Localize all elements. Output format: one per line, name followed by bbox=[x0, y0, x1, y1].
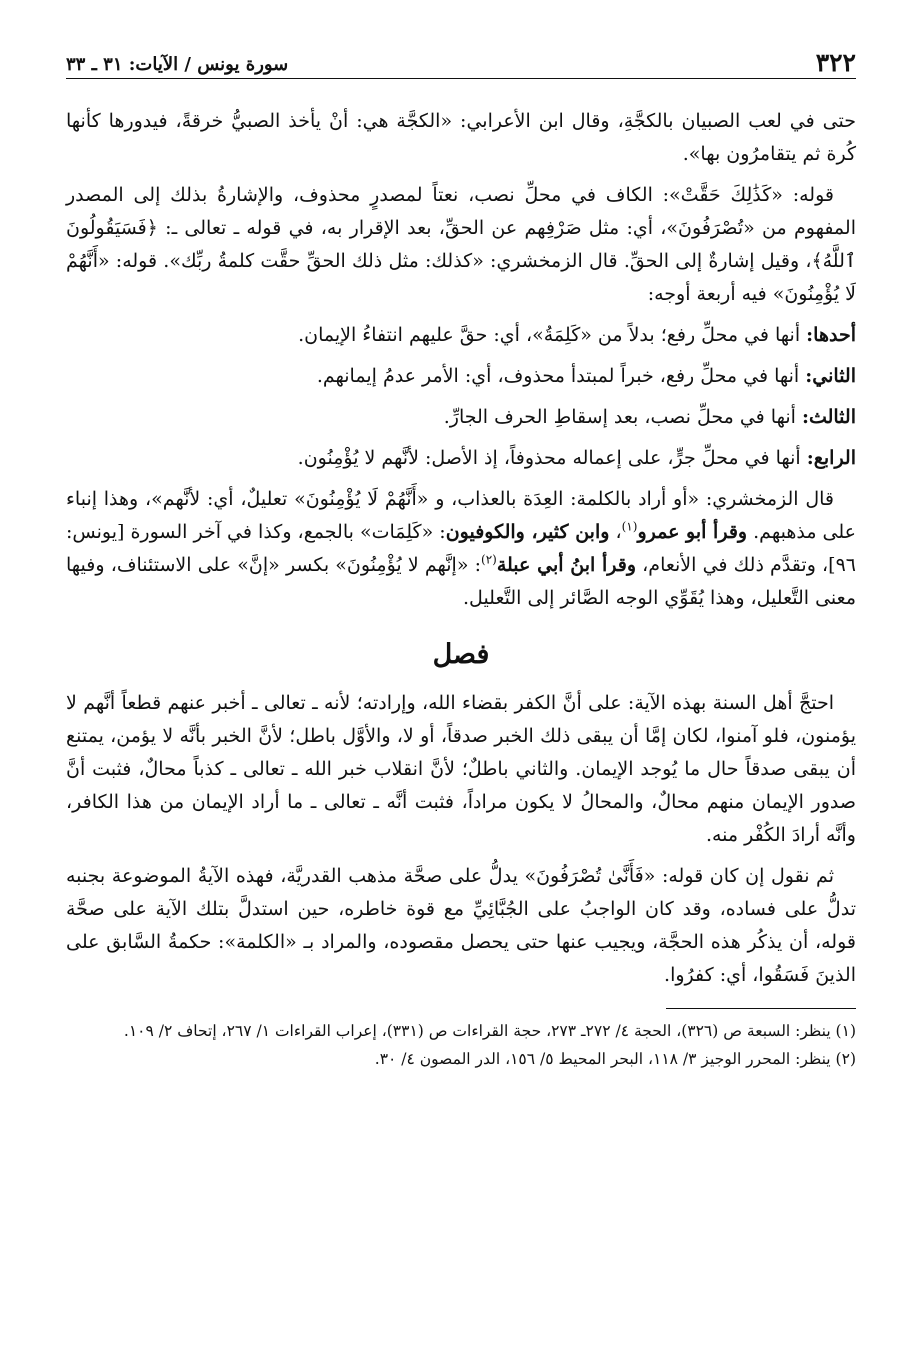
text-run: : «كَلِمَات» بالجمع، وكذا في آخر السورة [يونس: ٩٦]، وتقدَّم ذلك في الأنعام، bbox=[66, 521, 856, 576]
reader-name: وقرأ أبو عمرو bbox=[637, 521, 748, 543]
aspect-label: الثاني: bbox=[805, 365, 856, 387]
reader-name: وقرأ ابنُ أبي عبلة bbox=[496, 554, 637, 576]
aspect-label: أحدها: bbox=[806, 324, 856, 346]
text-run: قال الزمخشري: «أو أراد بالكلمة: العِدَة بالعذاب، و «أَنَّهُمْ لَا يُؤْمِنُونَ» تعليلٌ، أي: لأنَّهم»، وهذا إنباء على مذهبهم. bbox=[66, 488, 857, 543]
aspect-label: الثالث: bbox=[801, 406, 856, 428]
footnote-separator bbox=[666, 1008, 856, 1009]
aspect-item-4 bbox=[66, 442, 856, 475]
paragraph-1: حتى في لعب الصبيان بالكجَّةِ، وقال ابن الأعرابي: «الكجَّة هي: أنْ يأخذ الصبيُّ خرقةً، فيدورها كأنها كُرة ثم يتقامرُون بها». bbox=[66, 110, 856, 165]
reader-name: وابن كثير، والكوفيون bbox=[445, 521, 610, 543]
aspect-label: الرابع: bbox=[806, 447, 856, 469]
paragraph-5: ثم نقول إن كان قوله: «فَأَنَّىٰ تُصْرَفُونَ» يدلُّ على صحَّة مذهب القدريَّة، فهذه الآيةُ الموضوعة بجنبه تدلُّ على فساده، وقد كان الواجبُ على الجُبَّائِيِّ مع قوة خاطره، حين استدلَّ بتلك الآية على صحَّة قوله، أن يذكُر هذه الحجَّة، ويجيب عنها حتى يحصل مقصوده، والمراد بـ «الكلمة»: حكمةُ السَّابق على الذينَ فَسَقُوا، أي: كفرُوا. bbox=[66, 865, 856, 986]
footnote-ref-2: (٢) bbox=[481, 552, 497, 567]
book-page bbox=[66, 44, 856, 1073]
running-title: سورة يونس / الآيات: ٣١ ـ ٣٣ bbox=[66, 54, 289, 75]
section-title: فصل bbox=[432, 639, 490, 670]
paragraph-3 bbox=[66, 483, 856, 615]
aspect-item-1 bbox=[66, 319, 856, 352]
footnote-2: (٢) ينظر: المحرر الوجيز ٣/ ١١٨، البحر المحيط ٥/ ١٥٦، الدر المصون ٤/ ٣٠. bbox=[374, 1050, 856, 1068]
text-run: ، bbox=[609, 521, 622, 543]
text-run: : «إنَّهم لا يُؤْمِنُونَ» بكسر «إنَّ» على الاستئناف، وفيها معنى التَّعليل، وهذا يُقَوِّي الوجه الصَّائر إلى التَّعليل. bbox=[66, 554, 856, 609]
footnote-1: (١) ينظر: السبعة ص (٣٢٦)، الحجة ٤/ ٢٧٢ـ ٢٧٣، حجة القراءات ص (٣٣١)، إعراب القراءات ١/ ٢٦٧، إتحاف ٢/ ١٠٩. bbox=[123, 1022, 856, 1040]
aspect-text: أنها في محلِّ رفع، خبراً لمبتدأ محذوف، أي: الأمر عدمُ إيمانهم. bbox=[316, 365, 806, 387]
page-number: ٣٢٢ bbox=[815, 48, 856, 77]
paragraph-4: احتجَّ أهل السنة بهذه الآية: على أنَّ الكفر بقضاء الله، وإرادته؛ لأنه ـ تعالى ـ أخبر عنهم قطعاً أنَّهم لا يؤمنون، فلو آمنوا، لكان إمَّا أن يبقى ذلك الخبر صدقاً، أو لا، والأوَّل باطل؛ لأنَّ الخبر بأنَّه لا يؤمن، يمتنع أن يبقى صدقاً حال ما يُوجد الإيمان. والثاني باطلٌ؛ لأنَّ انقلاب خبر الله ـ تعالى ـ كذباً محالٌ، فثبت أنَّ صدور الإيمان منهم محالٌ، والمحالُ لا يكون مراداً، فثبت أنَّه ـ تعالى ـ ما أراد الإيمان من هذا الكافر، وأنَّه أرادَ الكُفْر منه. bbox=[66, 692, 856, 846]
aspect-item-2 bbox=[66, 360, 856, 393]
aspect-text: أنها في محلِّ رفع؛ بدلاً من «كَلِمَةُ»، أي: حقَّ عليهم انتفاءُ الإيمان. bbox=[298, 324, 807, 346]
footnote-ref-1: (١) bbox=[621, 519, 638, 534]
aspect-item-3 bbox=[66, 401, 856, 434]
page-header bbox=[66, 44, 856, 79]
aspect-text: أنها في محلِّ جرٍّ، على إعماله محذوفاً، إذ الأصل: لأنَّهم لا يُؤْمِنُون. bbox=[297, 447, 807, 469]
aspect-text: أنها في محلِّ نصب، بعد إسقاطِ الحرف الجارِّ. bbox=[443, 406, 802, 428]
paragraph-2: قوله: «كَذَٰلِكَ حَقَّتْ»: الكاف في محلِّ نصب، نعتاً لمصدرٍ محذوف، والإشارةُ بذلك إلى المصدر المفهوم من «تُصْرَفُونَ»، أي: مثل صَرْفِهم عن الحقِّ، بعد الإقرار به، في قوله ـ تعالى ـ: ﴿فَسَيَقُولُونَ ٱللَّهُ﴾، وقيل إشارةٌ إلى الحقِّ. قال الزمخشري: «كذلك: مثل ذلك الحقِّ حقَّت كلمةُ ربِّك». قوله: «أَنَّهُمْ لَا يُؤْمِنُونَ» فيه أربعة أوجه: bbox=[66, 184, 856, 305]
